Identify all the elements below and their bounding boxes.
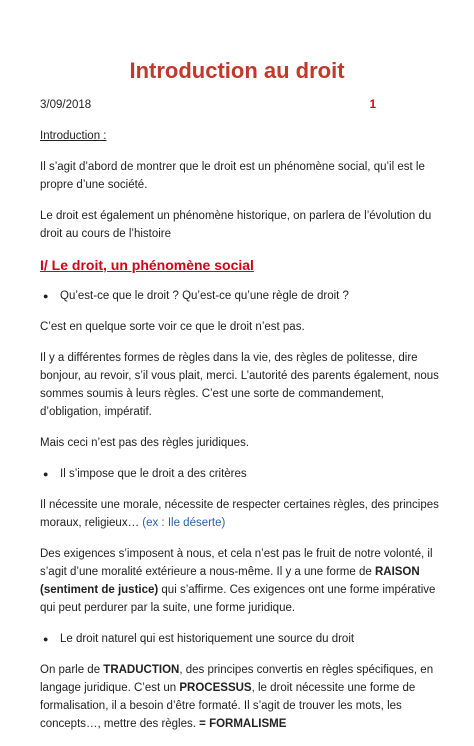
paragraph-8: On parle de TRADUCTION, des principes convertis en règles spécifiques, en langage juridique. C’est un PROCESSUS, le droit nécessite une forme de formalisation, il a besoin d’être formaté. Il s’agit de trouver les mots, les concepts…, mettre des règles. = FORMALISME [40, 664, 434, 730]
paragraph-3: C’est en quelque sorte voir ce que le droit n’est pas. [40, 321, 305, 333]
keyword-traduction: TRADUCTION [103, 664, 180, 676]
bullet-1: ● Qu’est-ce que le droit ? Qu’est-ce qu’une règle de droit ? [40, 287, 444, 305]
date: 3/09/2018 [40, 99, 92, 111]
paragraph-4: Il y a différentes formes de règles dans la vie, des règles de politesse, dire bonjour, au revoir, s’il vous plait, merci. L’autorité des parents également, nous sommes soumis à leurs règles. C’est une sorte de commandement, d’obligation, impératif. [40, 352, 439, 418]
intro-label: Introduction : [40, 130, 107, 142]
paragraph-6: Il nécessite une morale, nécessite de respecter certaines règles, des principes moraux, religieux… (ex : Ile déserte) [40, 499, 439, 529]
keyword-sentiment: (sentiment de justice) [40, 584, 159, 596]
paragraph-1: Il s’agit d’abord de montrer que le droit est un phénomène social, qu’il est le propre d’une société. [40, 161, 425, 191]
paragraph-2: Le droit est également un phénomène historique, on parlera de l’évolution du droit au cours de l’histoire [40, 210, 432, 240]
page-number: 1 [369, 99, 376, 111]
keyword-processus: PROCESSUS [179, 682, 252, 694]
bullet-3: ● Le droit naturel qui est historiquement une source du droit [40, 630, 444, 648]
paragraph-5: Mais ceci n’est pas des règles juridiques. [40, 437, 250, 449]
section-heading-1: I/ Le droit, un phénomène social [40, 257, 254, 273]
paragraph-7: Des exigences s’imposent à nous, et cela n’est pas le fruit de notre volonté, il s’agit d’une moralité extérieure a nous-même. Il y a une forme de RAISON (sentiment de justice) qui s’affirme. Ces exigences ont une forme impérative qui peut perdurer par la suite, une forme juridique. [40, 548, 436, 614]
keyword-raison: RAISON [374, 566, 420, 578]
page-title: Introduction au droit [129, 58, 345, 83]
date-row [40, 96, 444, 114]
bullet-2: ● Il s’impose que le droit a des critères [40, 465, 444, 483]
document-body [40, 96, 444, 746]
keyword-formalisme: = FORMALISME [199, 718, 287, 730]
example-note: (ex : Ile déserte) [142, 517, 226, 529]
